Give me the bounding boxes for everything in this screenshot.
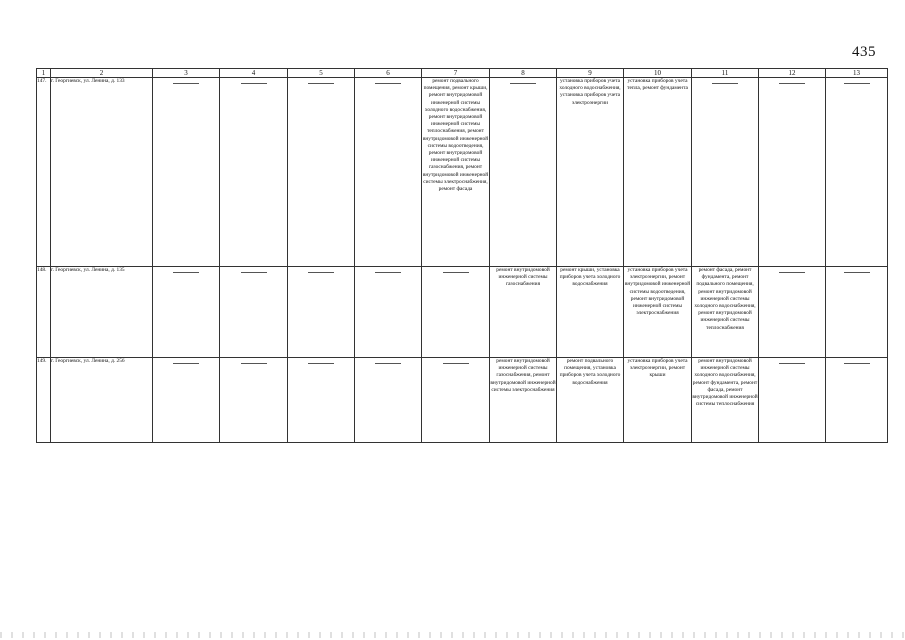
column-header: 9 <box>557 69 624 78</box>
scan-noise-strip <box>0 632 905 638</box>
dash-mark <box>712 83 738 84</box>
dash-mark <box>844 363 870 364</box>
column-number-row <box>37 69 888 78</box>
row-address: г. Георгиевск, ул. Ленина, д. 133 <box>51 78 153 267</box>
empty-cell <box>422 267 490 358</box>
table-row <box>37 78 888 267</box>
dash-mark <box>308 363 334 364</box>
dash-mark <box>779 363 805 364</box>
empty-cell <box>153 267 220 358</box>
works-cell-col9: ремонт подвального помещения, установка приборов учета холодного водоснабжения <box>557 358 624 443</box>
empty-cell <box>490 78 557 267</box>
dash-mark <box>173 272 199 273</box>
repair-schedule-table <box>36 68 888 443</box>
column-header: 7 <box>422 69 490 78</box>
column-header: 13 <box>826 69 888 78</box>
dash-mark <box>375 272 401 273</box>
row-address: г. Георгиевск, ул. Ленина, д. 256 <box>51 358 153 443</box>
empty-cell <box>355 267 422 358</box>
works-cell-col11: ремонт фасада, ремонт фундамента, ремонт подвального помещения, ремонт внутридомовой инженерной системы холодного водоснабжения, ремонт внутридомовой инженерной системы теплоснабжения <box>692 267 759 358</box>
empty-cell <box>355 358 422 443</box>
column-header: 5 <box>288 69 355 78</box>
dash-mark <box>173 363 199 364</box>
dash-mark <box>173 83 199 84</box>
empty-cell <box>288 358 355 443</box>
column-header: 4 <box>220 69 288 78</box>
dash-mark <box>308 83 334 84</box>
column-header: 6 <box>355 69 422 78</box>
empty-cell <box>153 78 220 267</box>
works-cell-col10: установка приборов учета тепла, ремонт фундамента <box>624 78 692 267</box>
row-number: 148. <box>37 267 51 358</box>
dash-mark <box>844 272 870 273</box>
works-cell-col11: ремонт внутридомовой инженерной системы холодного водоснабжения, ремонт фундамента, ремонт фасада, ремонт внутридомовой инженерной системы теплоснабжения <box>692 358 759 443</box>
dash-mark <box>241 272 267 273</box>
empty-cell <box>422 358 490 443</box>
row-address: г. Георгиевск, ул. Ленина, д. 135 <box>51 267 153 358</box>
column-header: 8 <box>490 69 557 78</box>
row-number: 147. <box>37 78 51 267</box>
works-cell-col7: ремонт подвального помещения, ремонт крыши, ремонт внутридомовой инженерной системы холодного водоснабжения, ремонт внутридомовой инженерной системы теплоснабжения, ремонт внутридомовой инженерной системы водоотведения, ремонт внутридомовой инженерной системы газоснабжения, ремонт внутридомовой инженерной системы электроснабжения, ремонт фасада <box>422 78 490 267</box>
empty-cell <box>220 78 288 267</box>
column-header: 1 <box>37 69 51 78</box>
dash-mark <box>241 83 267 84</box>
works-cell-col8: ремонт внутридомовой инженерной системы газоснабжения, ремонт внутридомовой инженерной системы электроснабжения <box>490 358 557 443</box>
empty-cell <box>153 358 220 443</box>
dash-mark <box>308 272 334 273</box>
row-number: 149. <box>37 358 51 443</box>
dash-mark <box>375 363 401 364</box>
empty-cell <box>288 78 355 267</box>
column-header: 12 <box>759 69 826 78</box>
column-header: 10 <box>624 69 692 78</box>
empty-cell <box>220 267 288 358</box>
dash-mark <box>779 272 805 273</box>
works-cell-col10: установка приборов учета электроэнергии, ремонт внутридомовой инженерной системы водоотведения, ремонт внутридомовой инженерной системы электроснабжения <box>624 267 692 358</box>
dash-mark <box>510 83 536 84</box>
empty-cell <box>288 267 355 358</box>
empty-cell <box>826 78 888 267</box>
column-header: 2 <box>51 69 153 78</box>
empty-cell <box>826 267 888 358</box>
works-cell-col8: ремонт внутридомовой инженерной системы газоснабжения <box>490 267 557 358</box>
dash-mark <box>443 363 469 364</box>
page-number: 435 <box>852 44 876 60</box>
dash-mark <box>375 83 401 84</box>
works-cell-col9: установка приборов учета холодного водоснабжения, установка приборов учета электроэнергии <box>557 78 624 267</box>
dash-mark <box>443 272 469 273</box>
empty-cell <box>355 78 422 267</box>
column-header: 11 <box>692 69 759 78</box>
works-cell-col9: ремонт крыши, установка приборов учета холодного водоснабжения <box>557 267 624 358</box>
dash-mark <box>779 83 805 84</box>
empty-cell <box>759 267 826 358</box>
dash-mark <box>844 83 870 84</box>
works-cell-col10: установка приборов учета электроэнергии, ремонт крыши <box>624 358 692 443</box>
empty-cell <box>826 358 888 443</box>
column-header: 3 <box>153 69 220 78</box>
empty-cell <box>220 358 288 443</box>
table-row <box>37 358 888 443</box>
table-row <box>37 267 888 358</box>
empty-cell <box>692 78 759 267</box>
dash-mark <box>241 363 267 364</box>
empty-cell <box>759 78 826 267</box>
empty-cell <box>759 358 826 443</box>
